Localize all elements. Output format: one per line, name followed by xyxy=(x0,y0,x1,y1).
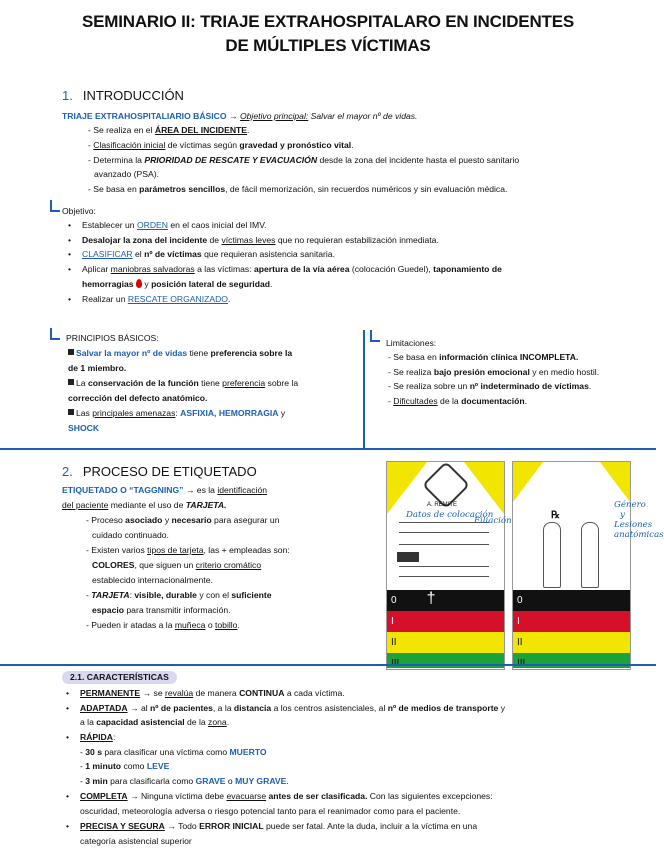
vehicle-icon xyxy=(397,552,419,562)
annotation-colocacion: Datos de colocación xyxy=(406,510,494,520)
principles-label: PRINCIPIOS BÁSICOS: xyxy=(66,333,159,343)
section-title: INTRODUCCIÓN xyxy=(82,88,184,103)
subsection-badge: 2.1. CARACTERÍSTICAS xyxy=(62,671,177,684)
hook-arrow-icon xyxy=(50,328,60,340)
annotation-filiacion: Filiación xyxy=(474,516,512,526)
triage-tag-front-image: A. REMITE 0 † I II xyxy=(386,461,505,670)
section-number: 1. xyxy=(62,88,73,103)
tag-caption: A. REMITE xyxy=(427,502,458,508)
limitations-label: Limitaciones: xyxy=(386,338,437,348)
hook-arrow-icon xyxy=(50,200,60,212)
body-back-icon xyxy=(581,522,599,588)
hook-arrow-icon xyxy=(370,330,380,342)
section-2-heading xyxy=(62,464,257,479)
section-title: PROCESO DE ETIQUETADO xyxy=(82,464,257,479)
objective-label: Objetivo: xyxy=(62,206,96,216)
section-number: 2. xyxy=(62,464,73,479)
rx-icon: ℞ xyxy=(551,510,560,521)
doc-title-line2: DE MÚLTIPLES VÍCTIMAS xyxy=(225,36,431,55)
doc-title-line1: SEMINARIO II: TRIAJE EXTRAHOSPITALARO EN INCIDENTES xyxy=(82,12,574,31)
section-divider xyxy=(0,448,656,450)
section-1-heading xyxy=(62,88,184,103)
body-front-icon xyxy=(543,522,561,588)
triage-tag-back-image: ℞ 0 I II xyxy=(512,461,631,670)
column-divider xyxy=(363,330,365,448)
annotation-genero: Género y Lesiones anatómicas xyxy=(614,500,664,540)
section-divider xyxy=(0,664,656,666)
